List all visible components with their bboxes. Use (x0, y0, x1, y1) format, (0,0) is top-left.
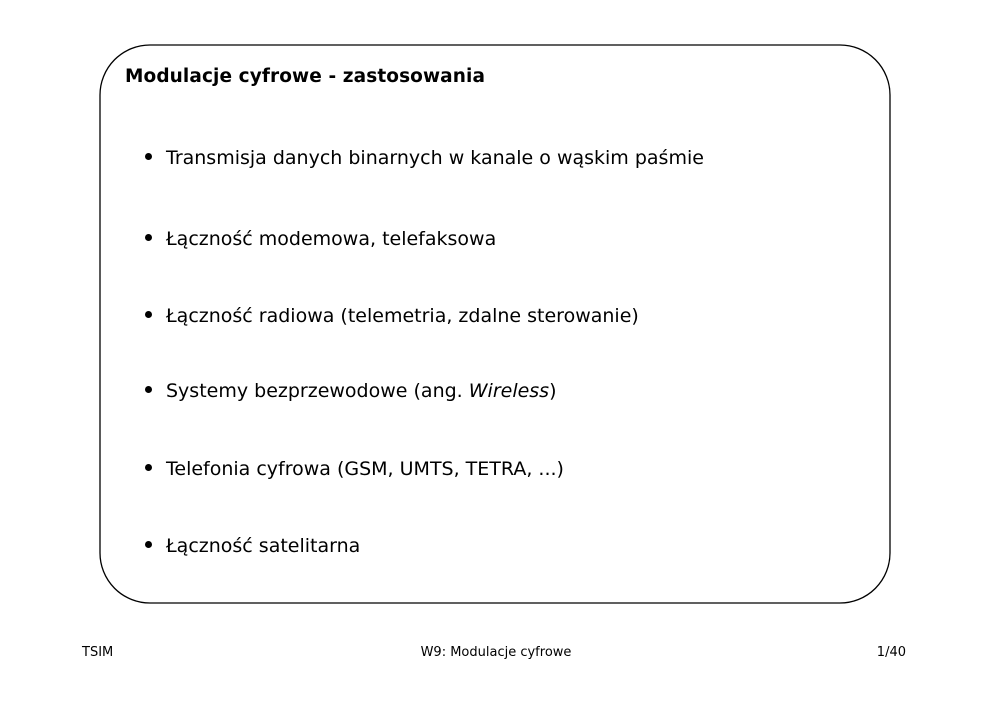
list-item (145, 145, 704, 171)
bullet-text: Łączność modemowa, telefaksowa (166, 228, 497, 250)
list-item (145, 378, 557, 404)
list-item (145, 303, 639, 329)
footer-course-label: TSIM (82, 645, 114, 660)
bullet-icon (145, 464, 152, 471)
list-item (145, 456, 564, 482)
list-item (145, 533, 360, 559)
list-item (145, 226, 496, 252)
bullet-text: Łączność radiowa (telemetria, zdalne sterowanie) (166, 305, 639, 327)
bullet-text: Telefonia cyfrowa (GSM, UMTS, TETRA, ...) (166, 458, 564, 480)
bullet-icon (145, 153, 152, 160)
bullet-text: Transmisja danych binarnych w kanale o wąskim paśmie (166, 147, 704, 169)
footer-lecture-title: W9: Modulacje cyfrowe (420, 645, 572, 660)
bullet-text-emphasis: Wireless (468, 380, 550, 402)
bullet-icon (145, 311, 152, 318)
bullet-text: Łączność satelitarna (166, 535, 361, 557)
bullet-text-after: ) (549, 380, 557, 402)
bullet-text-before: Systemy bezprzewodowe (ang. (166, 380, 469, 402)
slide-title: Modulacje cyfrowe - zastosowania (125, 66, 486, 87)
bullet-icon (145, 541, 152, 548)
footer-page-number: 1/40 (876, 645, 906, 660)
bullet-icon (145, 386, 152, 393)
bullet-icon (145, 234, 152, 241)
